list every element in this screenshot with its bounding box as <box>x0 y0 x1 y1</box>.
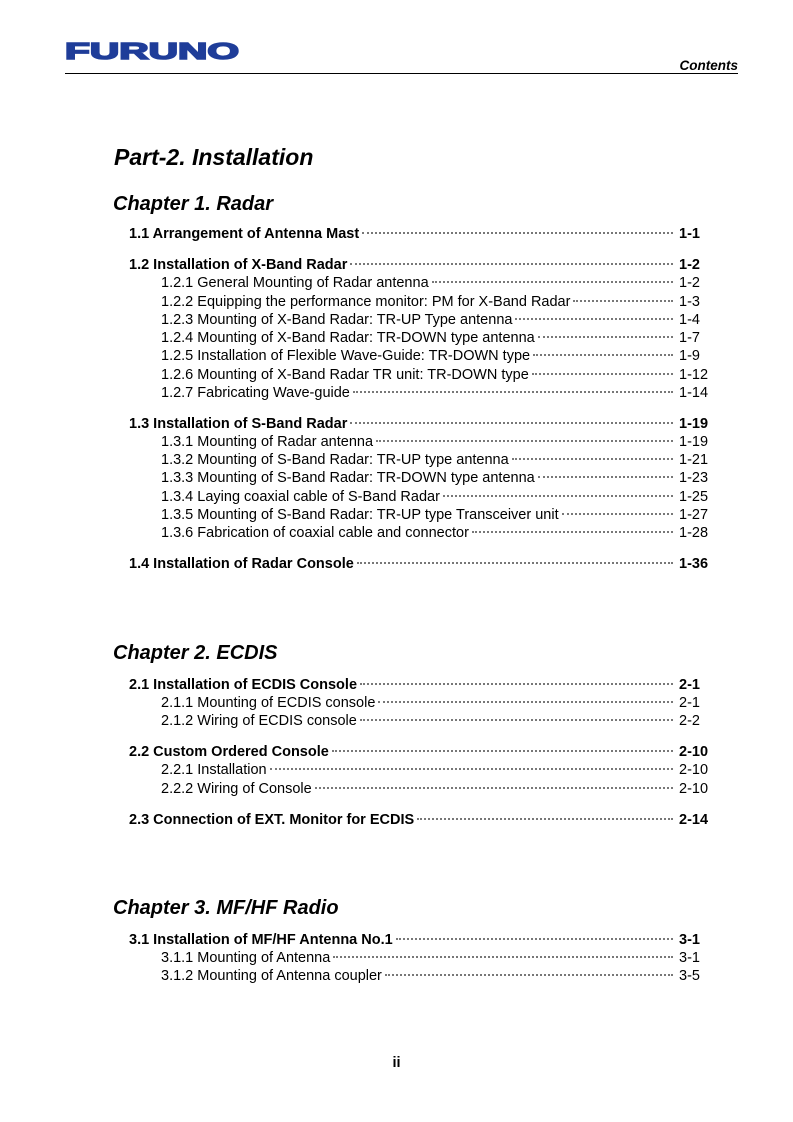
toc-subsection[interactable] <box>113 524 713 542</box>
toc-section[interactable] <box>113 225 713 243</box>
dot-leader <box>385 974 673 976</box>
toc-page: 1-2 <box>679 275 700 292</box>
toc-subsection[interactable] <box>113 761 713 779</box>
toc-page: 1-12 <box>679 366 709 383</box>
toc-label: 1.3.4 Laying coaxial cable of S-Band Radar <box>161 488 440 505</box>
furuno-logo <box>65 40 243 62</box>
toc-label: 1.4 Installation of Radar Console <box>129 556 354 573</box>
toc-label: 1.3.5 Mounting of S-Band Radar: TR-UP type Transceiver unit <box>161 507 559 524</box>
dot-leader <box>532 373 673 375</box>
logo-text: FURUNO <box>65 40 239 62</box>
dot-leader <box>573 300 673 302</box>
toc-subsection[interactable] <box>113 433 713 451</box>
toc-label: 1.3.3 Mounting of S-Band Radar: TR-DOWN type antenna <box>161 470 535 487</box>
toc-page: 1-1 <box>679 226 700 242</box>
toc-page: 1-27 <box>679 507 709 524</box>
toc-label: 1.3.6 Fabrication of coaxial cable and connector <box>161 525 469 542</box>
toc-label: 1.2.6 Mounting of X-Band Radar TR unit: TR-DOWN type <box>161 366 529 383</box>
dot-leader <box>378 701 673 703</box>
dot-leader <box>333 956 673 958</box>
toc-label: 1.2.1 General Mounting of Radar antenna <box>161 275 429 292</box>
toc-subsection[interactable] <box>113 329 713 347</box>
toc-subsection[interactable] <box>113 469 713 487</box>
toc-subsection[interactable] <box>113 949 713 967</box>
toc-label: 1.1 Arrangement of Antenna Mast <box>129 226 360 242</box>
toc-subsection[interactable] <box>113 274 713 292</box>
toc-page: 3-5 <box>679 968 700 985</box>
toc-section[interactable] <box>113 743 713 761</box>
toc-label: 1.3.1 Mounting of Radar antenna <box>161 433 374 450</box>
toc-label: 2.2 Custom Ordered Console <box>129 744 329 760</box>
dot-leader <box>512 458 673 460</box>
toc-section[interactable] <box>113 555 713 573</box>
toc-subsection[interactable] <box>113 780 713 798</box>
toc-label: 2.1 Installation of ECDIS Console <box>129 676 358 693</box>
page-header <box>65 40 738 74</box>
chapter-title: Chapter 1. Radar <box>113 193 274 215</box>
toc-subsection[interactable] <box>113 311 713 329</box>
dot-leader <box>538 336 673 338</box>
toc-label: 1.2.3 Mounting of X-Band Radar: TR-UP Type antenna <box>161 311 513 328</box>
dot-leader <box>270 768 673 770</box>
toc-page: 2-10 <box>679 780 709 797</box>
page-number: ii <box>392 1055 401 1071</box>
dot-leader <box>360 683 673 685</box>
toc-subsection[interactable] <box>113 967 713 985</box>
toc-subsection[interactable] <box>113 488 713 506</box>
toc-label: 1.2 Installation of X-Band Radar <box>129 256 348 273</box>
toc-label: 1.3 Installation of S-Band Radar <box>129 415 348 432</box>
dot-leader <box>533 354 673 356</box>
toc-section[interactable] <box>113 676 713 694</box>
toc-page: 1-23 <box>679 470 709 487</box>
toc-page: 2-14 <box>679 811 709 828</box>
chapter-title: Chapter 2. ECDIS <box>113 642 278 665</box>
toc-subsection[interactable] <box>113 506 713 524</box>
toc-page: 2-1 <box>679 694 700 711</box>
toc-label: 2.2.2 Wiring of Console <box>161 780 312 797</box>
chapter-title: Chapter 3. MF/HF Radio <box>113 897 339 920</box>
toc-page: 2-1 <box>679 676 700 693</box>
dot-leader <box>432 281 673 283</box>
header-title: Contents <box>679 58 738 73</box>
dot-leader <box>360 719 673 721</box>
toc-section[interactable] <box>113 811 713 829</box>
toc-page: 1-4 <box>679 311 700 328</box>
toc-page: 1-14 <box>679 385 709 402</box>
dot-leader <box>357 562 673 564</box>
toc-label: 2.2.1 Installation <box>161 762 267 779</box>
part-title: Part-2. Installation <box>114 144 314 170</box>
toc-label: 2.1.1 Mounting of ECDIS console <box>161 694 376 711</box>
dot-leader <box>396 938 673 940</box>
toc-page: 1-21 <box>679 452 709 469</box>
toc-section[interactable] <box>113 415 713 433</box>
dot-leader <box>315 787 673 789</box>
toc-page: 1-36 <box>679 556 709 573</box>
toc-page: 2-2 <box>679 713 700 730</box>
toc-label: 1.2.7 Fabricating Wave-guide <box>161 385 350 402</box>
toc-label: 3.1.2 Mounting of Antenna coupler <box>161 968 382 985</box>
toc-page: 1-7 <box>679 330 700 347</box>
dot-leader <box>376 440 673 442</box>
toc-page: 3-1 <box>679 931 700 948</box>
toc-label: 1.2.5 Installation of Flexible Wave-Guide: TR-DOWN type <box>161 348 531 365</box>
dot-leader <box>417 818 673 820</box>
dot-leader <box>538 476 673 478</box>
toc-page: 1-25 <box>679 488 709 505</box>
dot-leader <box>332 750 673 752</box>
toc-section[interactable] <box>113 256 713 274</box>
header-rule <box>65 73 738 74</box>
toc-page: 1-2 <box>679 256 700 273</box>
dot-leader <box>562 513 673 515</box>
toc-subsection[interactable] <box>113 384 713 402</box>
toc-section[interactable] <box>113 931 713 949</box>
toc-label: 3.1.1 Mounting of Antenna <box>161 950 331 967</box>
dot-leader <box>350 422 673 424</box>
toc-content <box>113 142 713 986</box>
toc-page: 2-10 <box>679 762 709 779</box>
toc-page: 1-19 <box>679 415 709 432</box>
toc-page: 1-9 <box>679 348 700 365</box>
toc-subsection[interactable] <box>113 347 713 365</box>
toc-page: 2-10 <box>679 744 709 760</box>
toc-label: 2.3 Connection of EXT. Monitor for ECDIS <box>129 811 415 828</box>
dot-leader <box>443 495 673 497</box>
toc-page: 3-1 <box>679 950 700 967</box>
toc-subsection[interactable] <box>113 712 713 730</box>
toc-subsection[interactable] <box>113 366 713 384</box>
dot-leader <box>350 263 673 265</box>
toc-label: 2.1.2 Wiring of ECDIS console <box>161 713 357 730</box>
toc-subsection[interactable] <box>113 293 713 311</box>
toc-label: 1.3.2 Mounting of S-Band Radar: TR-UP type antenna <box>161 452 509 469</box>
toc-page: 1-28 <box>679 525 709 542</box>
toc-page: 1-3 <box>679 293 700 310</box>
dot-leader <box>515 318 673 320</box>
toc-page: 1-19 <box>679 433 709 450</box>
dot-leader <box>353 391 673 393</box>
toc-subsection[interactable] <box>113 694 713 712</box>
dot-leader <box>362 232 673 234</box>
toc-label: 3.1 Installation of MF/HF Antenna No.1 <box>129 931 393 948</box>
dot-leader <box>472 531 673 533</box>
toc-label: 1.2.2 Equipping the performance monitor: PM for X-Band Radar <box>161 293 571 310</box>
toc-subsection[interactable] <box>113 451 713 469</box>
toc-label: 1.2.4 Mounting of X-Band Radar: TR-DOWN type antenna <box>161 330 535 347</box>
